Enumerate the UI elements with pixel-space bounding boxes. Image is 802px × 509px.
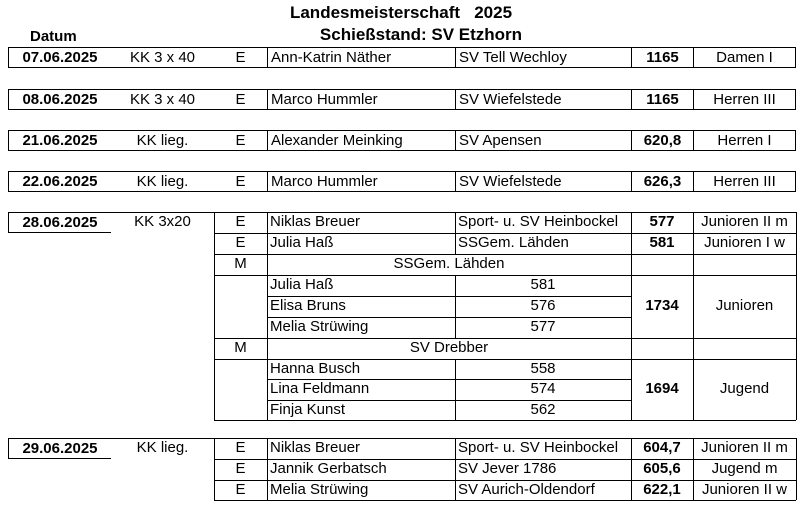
- row-type: E: [214, 47, 267, 68]
- team-type: M: [234, 339, 247, 356]
- member-name: Julia Haß: [270, 276, 334, 293]
- block-discipline: KK lieg.: [111, 171, 214, 192]
- row-class: Herren III: [693, 89, 796, 110]
- block-discipline: KK lieg.: [136, 439, 189, 456]
- team-type: M: [234, 255, 247, 272]
- member-score: 574: [530, 380, 556, 397]
- block-date: 08.06.2025: [8, 89, 111, 110]
- grid-line: [214, 338, 796, 339]
- grid-line: [214, 212, 215, 420]
- grid-line: [631, 438, 632, 500]
- row-type: E: [235, 234, 246, 251]
- row-type: E: [235, 213, 246, 230]
- row-name: Marco Hummler: [267, 89, 455, 110]
- row-class: Junioren II w: [701, 481, 788, 498]
- grid-line: [214, 459, 796, 460]
- member-score: 576: [530, 297, 556, 314]
- row-club: SV Apensen: [455, 130, 631, 151]
- block-discipline: KK 3 x 40: [111, 47, 214, 68]
- row-name: Jannik Gerbatsch: [270, 460, 387, 477]
- grid-line: [267, 379, 631, 380]
- grid-line: [8, 438, 796, 439]
- member-score: 577: [530, 318, 556, 335]
- row-name: Melia Strüwing: [270, 481, 369, 498]
- block-date: 22.06.2025: [8, 171, 111, 192]
- block-date: 29.06.2025: [8, 438, 111, 459]
- block-date: 07.06.2025: [8, 47, 111, 68]
- grid-line: [214, 233, 796, 234]
- grid-line: [693, 212, 694, 420]
- member-name: Finja Kunst: [270, 401, 346, 418]
- row-class: Herren III: [693, 171, 796, 192]
- grid-line: [214, 420, 796, 421]
- row-class: Junioren I w: [704, 234, 785, 251]
- grid-line: [455, 275, 456, 338]
- grid-line: [267, 212, 268, 420]
- row-score: 577: [649, 213, 675, 230]
- grid-line: [631, 212, 632, 420]
- row-class: Jugend m: [711, 460, 778, 477]
- member-name: Lina Feldmann: [270, 380, 370, 397]
- grid-line: [267, 400, 631, 401]
- team-club: SV Drebber: [409, 339, 489, 356]
- row-name: Niklas Breuer: [270, 439, 361, 456]
- row-score: 605,6: [643, 460, 681, 477]
- member-score: 581: [530, 276, 556, 293]
- member-score: 558: [530, 360, 556, 377]
- member-name: Hanna Busch: [270, 360, 361, 377]
- row-type: E: [214, 171, 267, 192]
- row-club: SSGem. Lähden: [458, 234, 569, 251]
- date-column-header: Datum: [30, 28, 77, 45]
- member-name: Elisa Bruns: [270, 297, 346, 314]
- row-score: 604,7: [643, 439, 681, 456]
- grid-line: [267, 296, 631, 297]
- row-name: Niklas Breuer: [270, 213, 361, 230]
- team-club: SSGem. Lähden: [393, 255, 505, 272]
- block-date: 21.06.2025: [8, 130, 111, 151]
- block-date: 28.06.2025: [8, 212, 111, 233]
- grid-line: [455, 359, 456, 420]
- grid-line: [693, 438, 694, 500]
- team-class: Jugend: [719, 380, 770, 397]
- row-name: Alexander Meinking: [267, 130, 455, 151]
- row-club: SV Wiefelstede: [455, 89, 631, 110]
- row-score: 1165: [631, 89, 693, 110]
- row-club: Sport- u. SV Heinbockel: [458, 213, 619, 230]
- row-name: Ann-Katrin Näther: [267, 47, 455, 68]
- row-club: SV Tell Wechloy: [455, 47, 631, 68]
- team-total: 1694: [645, 380, 679, 397]
- row-type: E: [235, 460, 246, 477]
- row-score: 1165: [631, 47, 693, 68]
- block-discipline: KK 3 x 40: [111, 89, 214, 110]
- block-discipline: KK 3x20: [134, 213, 191, 230]
- row-name: Julia Haß: [270, 234, 334, 251]
- row-class: Junioren II m: [701, 439, 788, 456]
- grid-line: [214, 254, 796, 255]
- team-class: Junioren: [715, 297, 774, 314]
- row-club: SV Aurich-Oldendorf: [458, 481, 595, 498]
- grid-line: [267, 438, 268, 500]
- row-club: SV Jever 1786: [458, 460, 557, 477]
- member-score: 562: [530, 401, 556, 418]
- row-class: Herren I: [693, 130, 796, 151]
- row-club: SV Wiefelstede: [455, 171, 631, 192]
- grid-line: [214, 480, 796, 481]
- row-score: 622,1: [643, 481, 681, 498]
- row-score: 620,8: [631, 130, 693, 151]
- row-type: E: [235, 439, 246, 456]
- row-type: E: [235, 481, 246, 498]
- row-name: Marco Hummler: [267, 171, 455, 192]
- member-name: Melia Strüwing: [270, 318, 369, 335]
- row-score: 626,3: [631, 171, 693, 192]
- grid-line: [214, 359, 796, 360]
- team-total: 1734: [645, 297, 679, 314]
- grid-line: [455, 212, 456, 254]
- grid-line: [455, 438, 456, 500]
- row-class: Damen I: [693, 47, 796, 68]
- grid-line: [214, 500, 796, 501]
- grid-line: [8, 212, 796, 213]
- grid-line: [214, 438, 215, 500]
- page-subtitle: Schießstand: SV Etzhorn: [319, 25, 523, 44]
- grid-line: [214, 275, 796, 276]
- row-type: E: [214, 130, 267, 151]
- row-class: Junioren II m: [701, 213, 788, 230]
- page-title: Landesmeisterschaft 2025: [289, 3, 513, 22]
- grid-line: [796, 438, 797, 500]
- grid-line: [796, 212, 797, 420]
- row-club: Sport- u. SV Heinbockel: [458, 439, 619, 456]
- row-type: E: [214, 89, 267, 110]
- row-score: 581: [649, 234, 675, 251]
- grid-line: [267, 317, 631, 318]
- block-discipline: KK lieg.: [111, 130, 214, 151]
